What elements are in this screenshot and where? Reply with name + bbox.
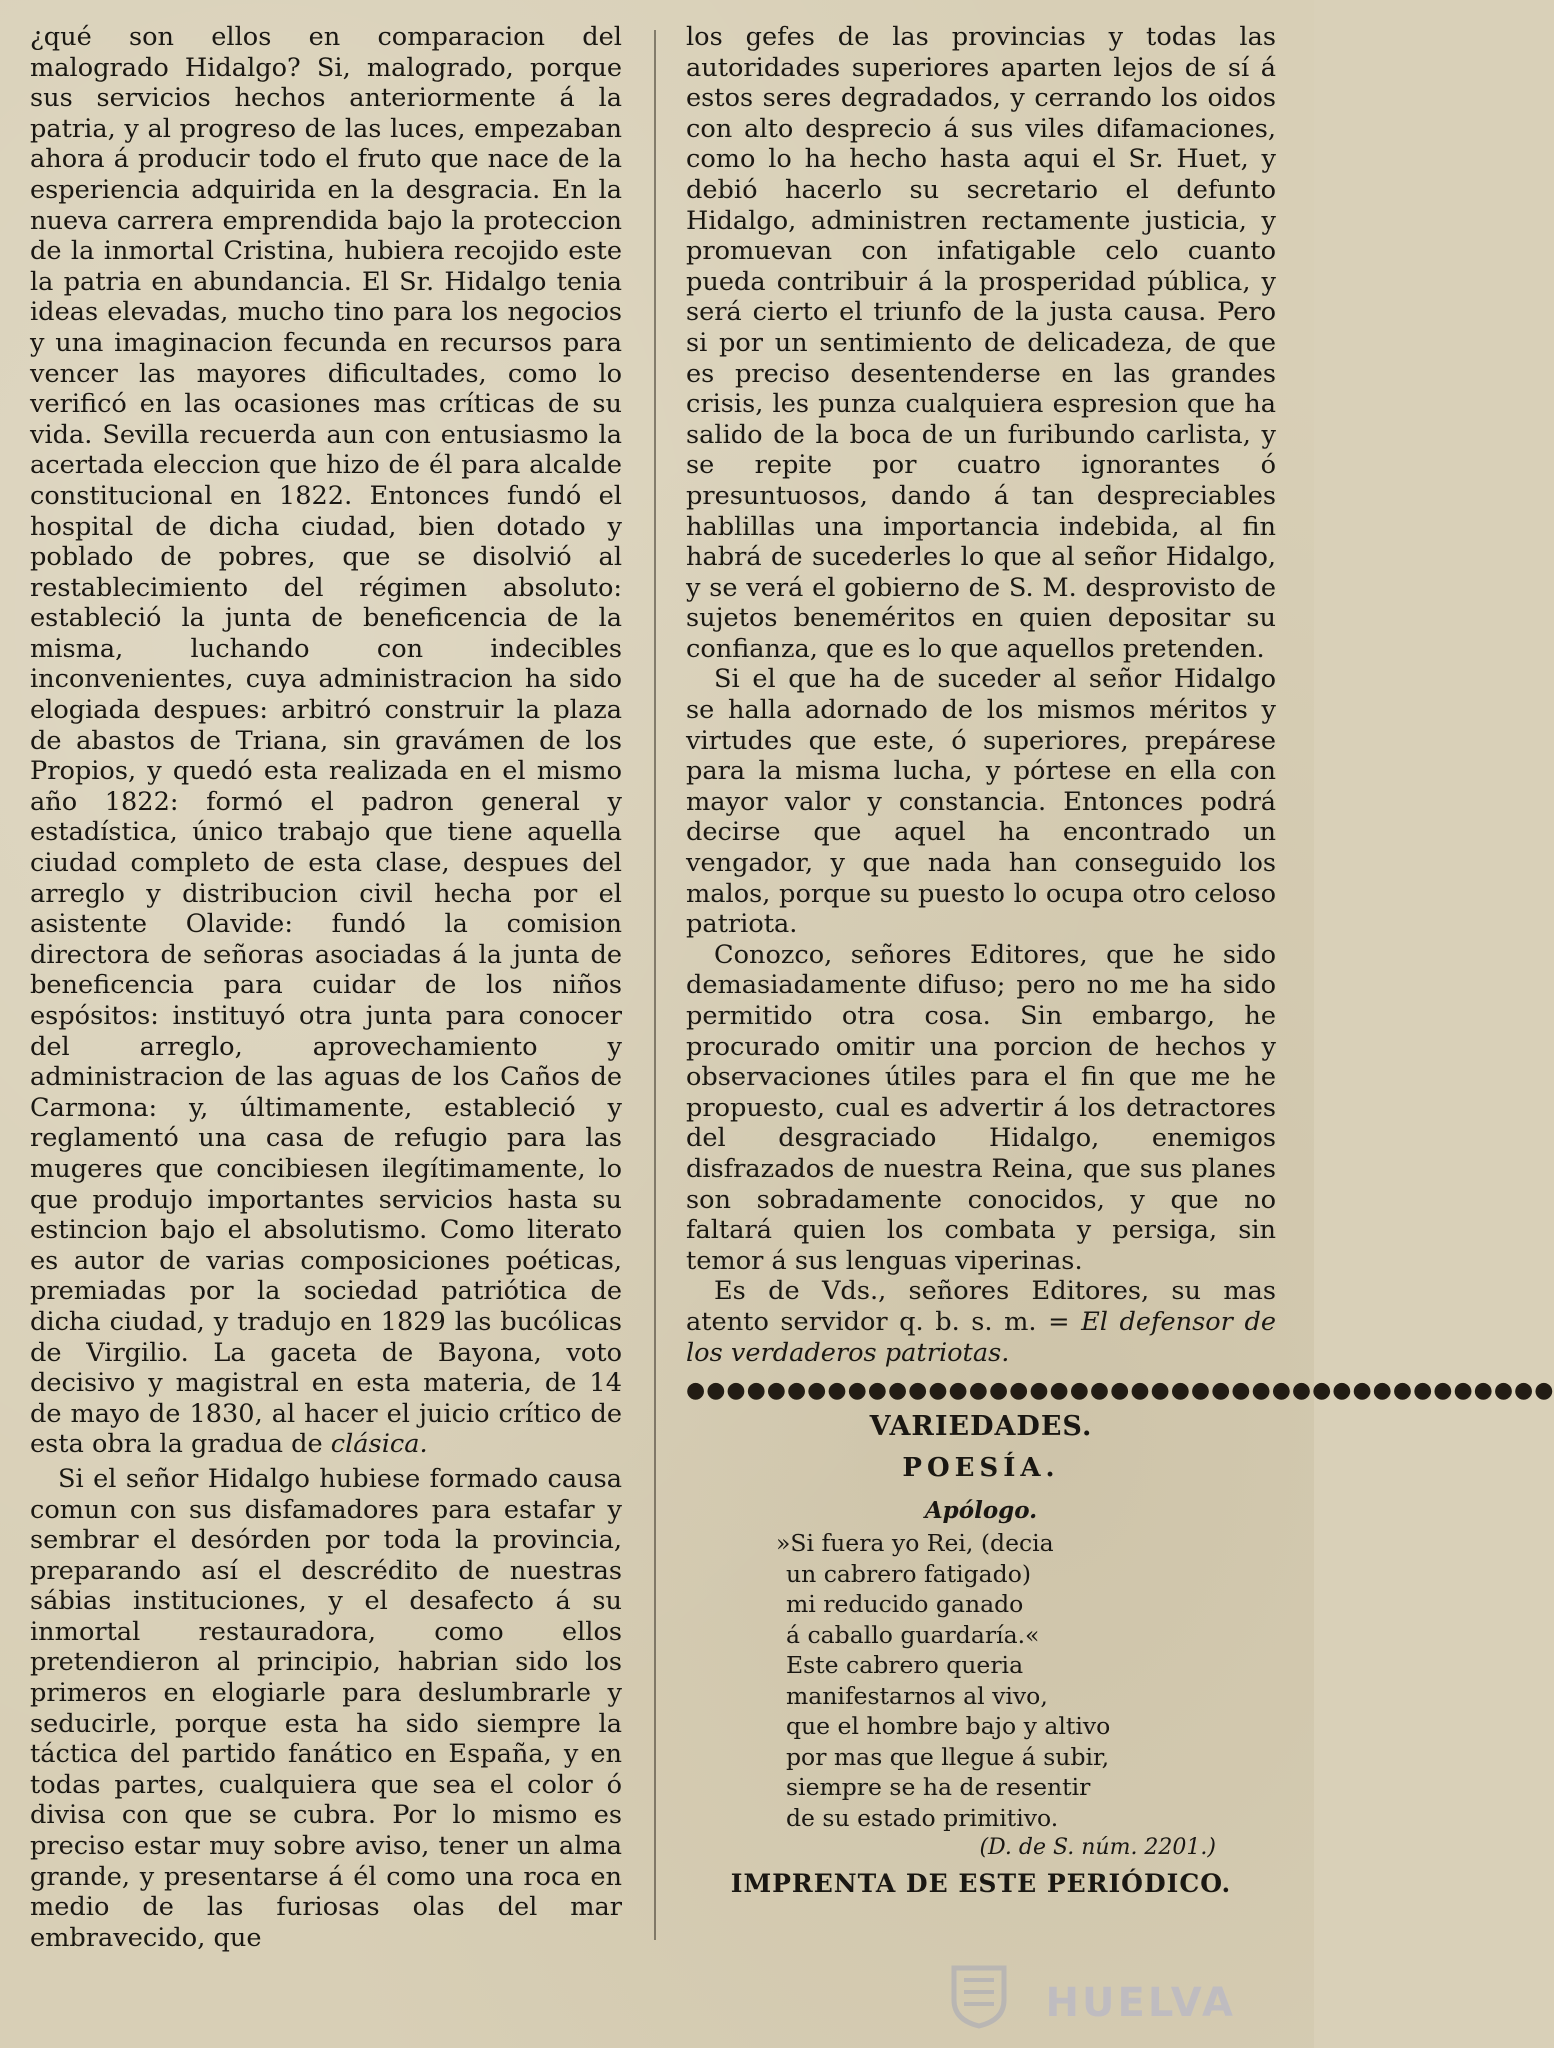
column-divider [654, 30, 656, 1940]
poem-line: de su estado primitivo. [786, 1803, 1059, 1832]
poem [776, 1528, 1276, 1833]
right-column [686, 22, 1554, 2008]
signature-block [686, 1276, 1276, 1368]
left-paragraph-1-text: ¿qué son ellos en comparacion del malogrado Hidalgo? Si, malogrado, porque sus servicios hechos anteriormente á la patria, y al progreso de las luces, empezaban ahora á producir todo el fruto que nace de la esperiencia adquirida en la desgracia. En la nueva carrera emprendida bajo la proteccion de la inmortal Cristina, hubiera recojido este la patria en abundancia. El Sr. Hidalgo tenia ideas elevadas, mucho tino para los negocios y una imaginacion fecunda en recursos para vencer las mayores dificultades, como lo verificó en las ocasiones mas críticas de su vida. Sevilla recuerda aun con entusiasmo la acertada eleccion que hizo de él para alcalde constitucional en 1822. Entonces fundó el hospital de dicha ciudad, bien dotado y poblado de pobres, que se disolvió al restablecimiento del régimen absoluto: estableció la junta de beneficencia de la misma, luchando con indecibles inconvenientes, cuya administracion ha sido elogiada despues: arbitró construir la plaza de abastos de Triana, sin gravámen de los Propios, y quedó esta realizada en el mismo año 1822: formó el padron general y estadística, único trabajo que tiene aquella ciudad completo de esta clase, despues del arreglo y distribucion civil hecha por el asistente Olavide: fundó la comision directora de señoras asociadas á la junta de beneficencia para cuidar de los niños espósitos: instituyó otra junta para conocer del arreglo, aprovechamiento y administracion de las aguas de los Caños de Carmona: y, últimamente, estableció y reglamentó una casa de refugio para las mugeres que concibiesen ilegítimamente, lo que produjo importantes servicios hasta su estincion bajo el absolutismo. Como literato es autor de varias composiciones poéticas, premiadas por la sociedad patriótica de dicha ciudad, y tradujo en 1829 las bucólicas de Virgilio. La gaceta de Bayona, voto decisivo y magistral en esta materia, de 14 de mayo de 1830, al hacer el juicio crítico de esta obra la gradua de [30, 22, 622, 1460]
right-paragraph-2: Si el que ha de suceder al señor Hidalgo se halla adornado de los mismos méritos y virtudes que este, ó superiores, prepárese para la misma lucha, y pórtese en ella con mayor valor y constancia. Entonces podrá decirse que aquel ha encontrado un vengador, y que nada han conseguido los malos, porque su puesto lo ocupa otro celoso patriota. [686, 664, 1276, 940]
watermark: HUELVA [1045, 1980, 1236, 2026]
left-column [30, 22, 622, 2008]
italic-word-clasica: clásica. [330, 1429, 428, 1460]
poem-title: Apólogo. [924, 1497, 1038, 1525]
poem-genre: POESÍA. [902, 1453, 1060, 1484]
right-paragraph-1: los gefes de las provincias y todas las autoridades superiores aparten lejos de sí á estos seres degradados, y cerrando los oidos con alto desprecio á sus viles difamaciones, como lo ha hecho hasta aqui el Sr. Huet, y debió hacerlo su secretario el defunto Hidalgo, administren rectamente justicia, y promuevan con infatigable celo cuanto pueda contribuir á la prosperidad pública, y será cierto el triunfo de la justa causa. Pero si por un sentimiento de delicadeza, de que es preciso desentenderse en las grandes crisis, les punza cualquiera espresion que ha salido de la boca de un furibundo carlista, y se repite por cuatro ignorantes ó presuntuosos, dando á tan despreciables hablillas una importancia indebida, al fin habrá de sucederles lo que al señor Hidalgo, y se verá el gobierno de S. M. desprovisto de sujetos beneméritos en quien depositar su confianza, que es lo que aquellos pretenden. [686, 22, 1276, 664]
signature-prefix: Es de Vds., señores Editores, su mas atento servidor q. b. s. m. = [686, 1276, 1276, 1337]
shield-icon [944, 1960, 1014, 2030]
poem-line: »Si fuera yo Rei, (decia [776, 1529, 1054, 1558]
right-paragraph-3: Conozco, señores Editores, que he sido demasiadamente difuso; pero no me ha sido permitido otra cosa. Sin embargo, he procurado omitir una porcion de hechos y observaciones útiles para el fin que me he propuesto, cual es advertir á los detractores del desgraciado Hidalgo, enemigos disfrazados de nuestra Reina, que sus planes son sobradamente conocidos, y que no faltará quien los combata y persiga, sin temor á sus lenguas viperinas. [686, 939, 1276, 1276]
poem-source: (D. de S. núm. 2201.) [979, 1835, 1216, 1861]
imprint-line: IMPRENTA DE ESTE PERIÓDICO. [730, 1869, 1232, 1899]
signature-name: El defensor de los verdaderos patriotas. [686, 1306, 1276, 1368]
left-paragraph-1 [30, 22, 622, 1460]
left-paragraph-2: Si el señor Hidalgo hubiese formado causa comun con sus disfamadores para estafar y sembrar el desórden por toda la provincia, preparando así el descrédito de nuestras sábias instituciones, y el desafecto á su inmortal restauradora, como ellos pretendieron al principio, habrian sido los primeros en elogiarle para deslumbrarle y seducirle, porque esta ha sido siempre la táctica del partido fanático en España, y en todas partes, cualquiera que sea el color ó divisa con que se cubra. Por lo mismo es preciso estar muy sobre aviso, tener un alma grande, y presentarse á él como una roca en medio de las furiosas olas del mar embravecido, que [30, 1463, 622, 1953]
poem-line: que el hombre bajo y altivo [786, 1712, 1111, 1741]
poem-line: á caballo guardaría.« [786, 1620, 1040, 1649]
poem-line: un cabrero fatigado) [786, 1559, 1032, 1588]
poem-line: Este cabrero queria [786, 1651, 1024, 1680]
poem-line: mi reducido ganado [786, 1590, 1024, 1619]
poem-line: por mas que llegue á subir, [786, 1742, 1110, 1771]
ornamental-rule: ●●●●●●●●●●●●●●●●●●●●●●●●●●●●●●●●●●●●●●●●●●● [686, 1378, 1554, 1404]
section-title: VARIEDADES. [869, 1411, 1093, 1443]
poem-line: siempre se ha de resentir [786, 1773, 1091, 1802]
poem-line: manifestarnos al vivo, [786, 1681, 1048, 1710]
